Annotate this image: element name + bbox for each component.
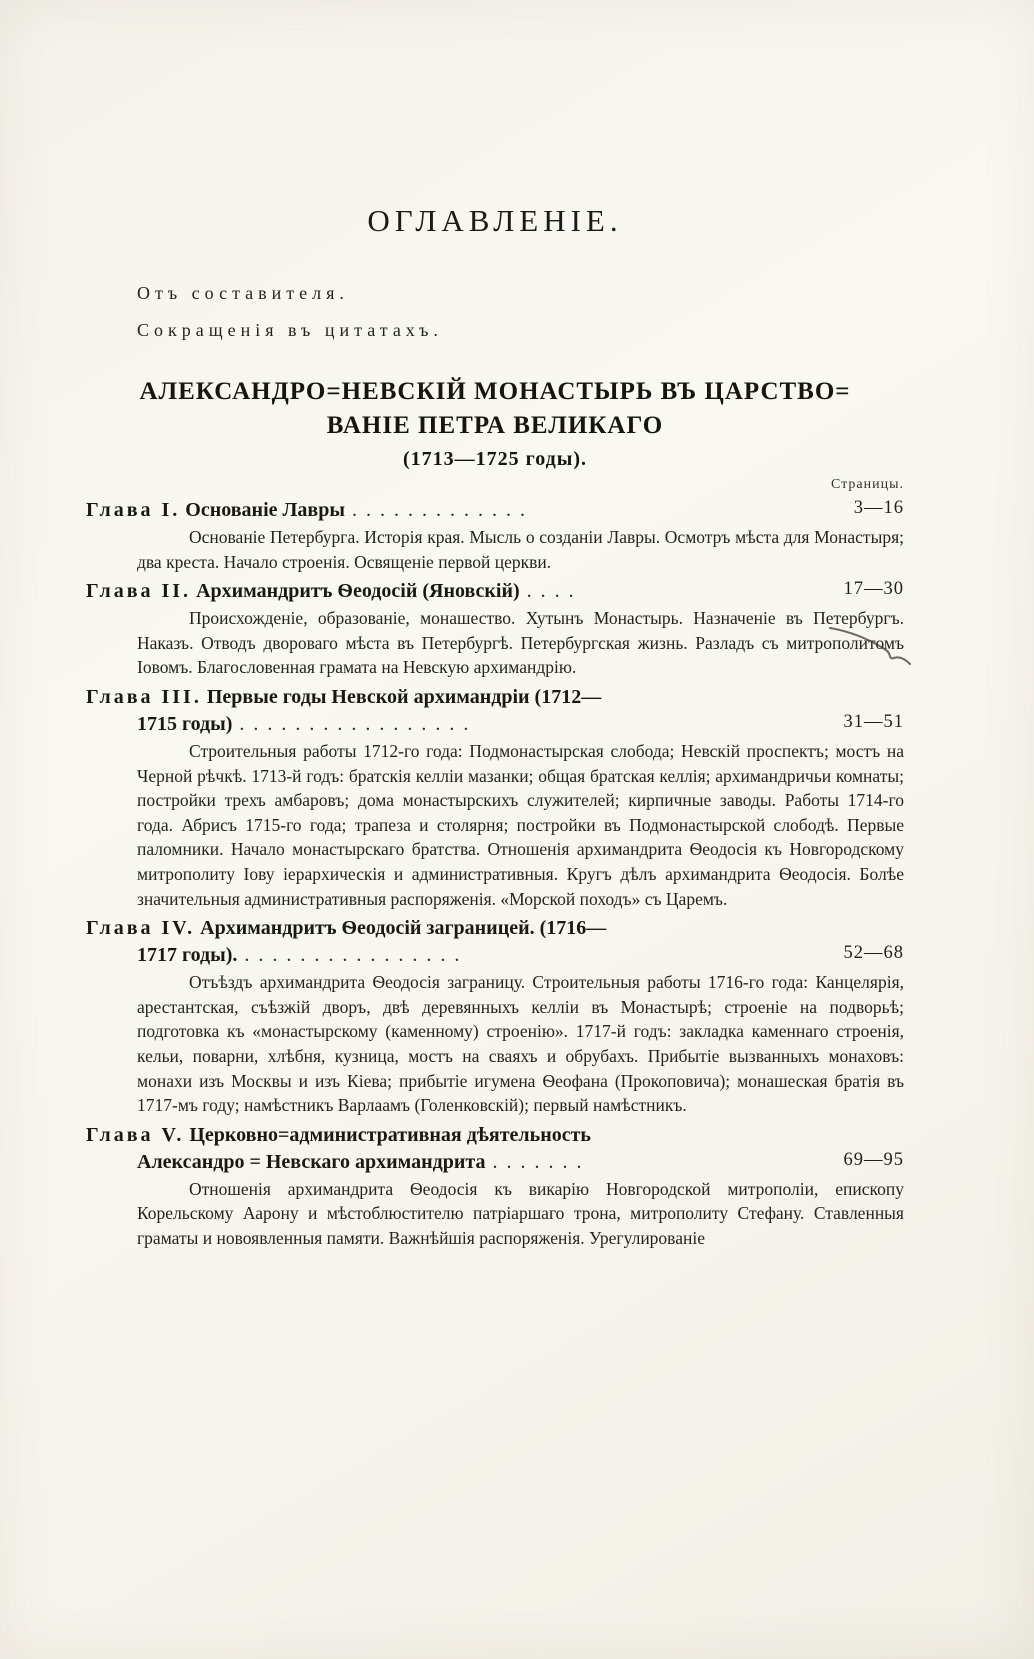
chapter-summary: Основаніе Петербурга. Исторія края. Мысль о созданіи Лавры. Осмотръ мѣста для Монастыря; два креста. Начало строенія. Освященіе первой церкви.	[137, 527, 904, 572]
toc-entry-chapter-1	[86, 497, 904, 574]
chapter-3-heading	[86, 684, 904, 738]
chapter-title: Церковно=административная дѣятельность	[189, 1123, 591, 1146]
chapter-title: Архимандритъ Ѳеодосій заграницей. (1716—	[200, 917, 607, 940]
chapter-page-range: 69—95	[843, 1149, 904, 1170]
chapter-summary: Отъѣздъ архимандрита Ѳеодосія заграницу. Строительныя работы 1716-го года: Канцелярія, арестантская, съѣзжій дворъ, двѣ деревянныхъ келліи въ Монастырѣ; строеніе на подворьѣ; подготовка къ «монастырскому (каменному) строенію». 1717-й годъ: закладка каменнаго строенія, кельи, поварни, хлѣбня, кузница, мостъ на сваяхъ и обрубахъ. Прибытіе вызванныхъ монаховъ: монахи изъ Москвы и изъ Кіева; прибытіе игумена Ѳеофана (Прокоповича); монашеская братія въ 1717-мъ году; намѣстникъ Варлаамъ (Голенковскій); первый намѣстникъ.	[137, 972, 904, 1116]
front-matter-item-compiler: Отъ составителя.	[137, 283, 349, 303]
dot-leader: . . . . . . . . . . . . .	[344, 499, 527, 521]
toc-entry-chapter-2	[86, 578, 904, 680]
chapter-5-heading	[86, 1122, 904, 1176]
front-matter-item-abbreviations: Сокращенія въ цитатахъ.	[137, 320, 443, 340]
chapter-title: Основаніе Лавры	[185, 499, 345, 521]
chapter-summary: Строительныя работы 1712-го года: Подмонастырская слобода; Невскій проспектъ; мостъ на Черной рѣчкѣ. 1713-й годъ: братскія келліи мазанки; общая братская келлія; архимандричьи комнаты; постройки трехъ амбаровъ; дома монастырскихъ служителей; кирпичные заводы. Работы 1714-го года. Абрисъ 1715-го года; трапеза и столярня; постройки въ Подмонастырской слободѣ. Первые паломники. Начало монастырскаго братства. Отношенія архимандрита Ѳеодосія къ Новгородскому митрополиту Іову іерархическія и административныя. Кругъ дѣлъ архимандрита Ѳеодосія. Болѣе значительныя административныя распоряженія. «Морской походъ» съ Царемъ.	[137, 740, 904, 909]
chapter-4-heading	[86, 915, 904, 969]
chapter-title-line2-wrap	[137, 1149, 789, 1176]
chapter-page-range: 31—51	[843, 711, 904, 732]
page-title: ОГЛАВЛЕНІЕ.	[367, 203, 623, 238]
dot-leader: . . . . . . .	[485, 1150, 584, 1173]
chapter-summary: Происхожденіе, образованіе, монашество. Хутынъ Монастырь. Назначеніе въ Петербургъ. Наказъ. Отводъ двороваго мѣста въ Петербургѣ. Петербургская жизнь. Разладъ съ митрополитомъ Іовомъ. Благословенная грамата на Невскую архимандрію.	[137, 608, 904, 678]
dot-leader: . . . . . . . . . . . . . . . .	[237, 944, 462, 967]
toc-entry-chapter-5	[86, 1122, 904, 1251]
section-heading-years: (1713—1725 годы).	[402, 448, 588, 470]
chapter-title-line2: 1717 годы).	[137, 944, 238, 967]
section-heading-line2: ВАНІЕ ПЕТРА ВЕЛИКАГО	[326, 412, 664, 439]
chapter-label: Глава II.	[86, 580, 192, 603]
chapter-title-line2-wrap	[137, 942, 789, 969]
chapter-title: Архимандритъ Ѳеодосій (Яновскій)	[196, 580, 520, 603]
chapter-page-range: 3—16	[853, 498, 904, 518]
chapter-title-line2: 1715 годы)	[137, 712, 233, 735]
chapter-label: Глава III.	[86, 685, 202, 708]
chapter-label: Глава V.	[86, 1123, 185, 1146]
toc-entry-chapter-3	[86, 684, 904, 911]
section-heading-line1: АЛЕКСАНДРО=НЕВСКІЙ МОНАСТЫРЬ ВЪ ЦАРСТВО=	[139, 378, 851, 405]
chapter-page-range: 52—68	[843, 943, 904, 964]
toc-entry-chapter-4	[86, 915, 904, 1118]
dot-leader: . . . .	[519, 580, 576, 603]
chapter-label: Глава IV.	[86, 917, 196, 940]
pages-column-label: Страницы.	[830, 477, 904, 492]
section-heading	[86, 375, 904, 472]
chapter-title-line2: Александро = Невскаго архимандрита	[137, 1150, 486, 1173]
scan-ink-mark	[828, 622, 912, 668]
chapter-title: Первые годы Невской архимандріи (1712—	[206, 685, 602, 708]
chapter-label: Глава I.	[86, 499, 181, 521]
chapter-title-line2-wrap	[137, 711, 789, 738]
page-content	[86, 0, 904, 1250]
chapter-summary: Отношенія архимандрита Ѳеодосія къ викарію Новгородской митрополіи, епископу Корельскому Аарону и мѣстоблюстителю патріаршаго трона, митрополиту Стефану. Ставленныя граматы и новоявленныя памяти. Важнѣйшія распоряженія. Урегулированіе	[137, 1178, 904, 1248]
chapter-2-heading	[86, 578, 904, 605]
chapter-1-heading	[86, 497, 904, 524]
chapter-page-range: 17—30	[843, 579, 904, 600]
dot-leader: . . . . . . . . . . . . . . . . .	[232, 712, 471, 735]
